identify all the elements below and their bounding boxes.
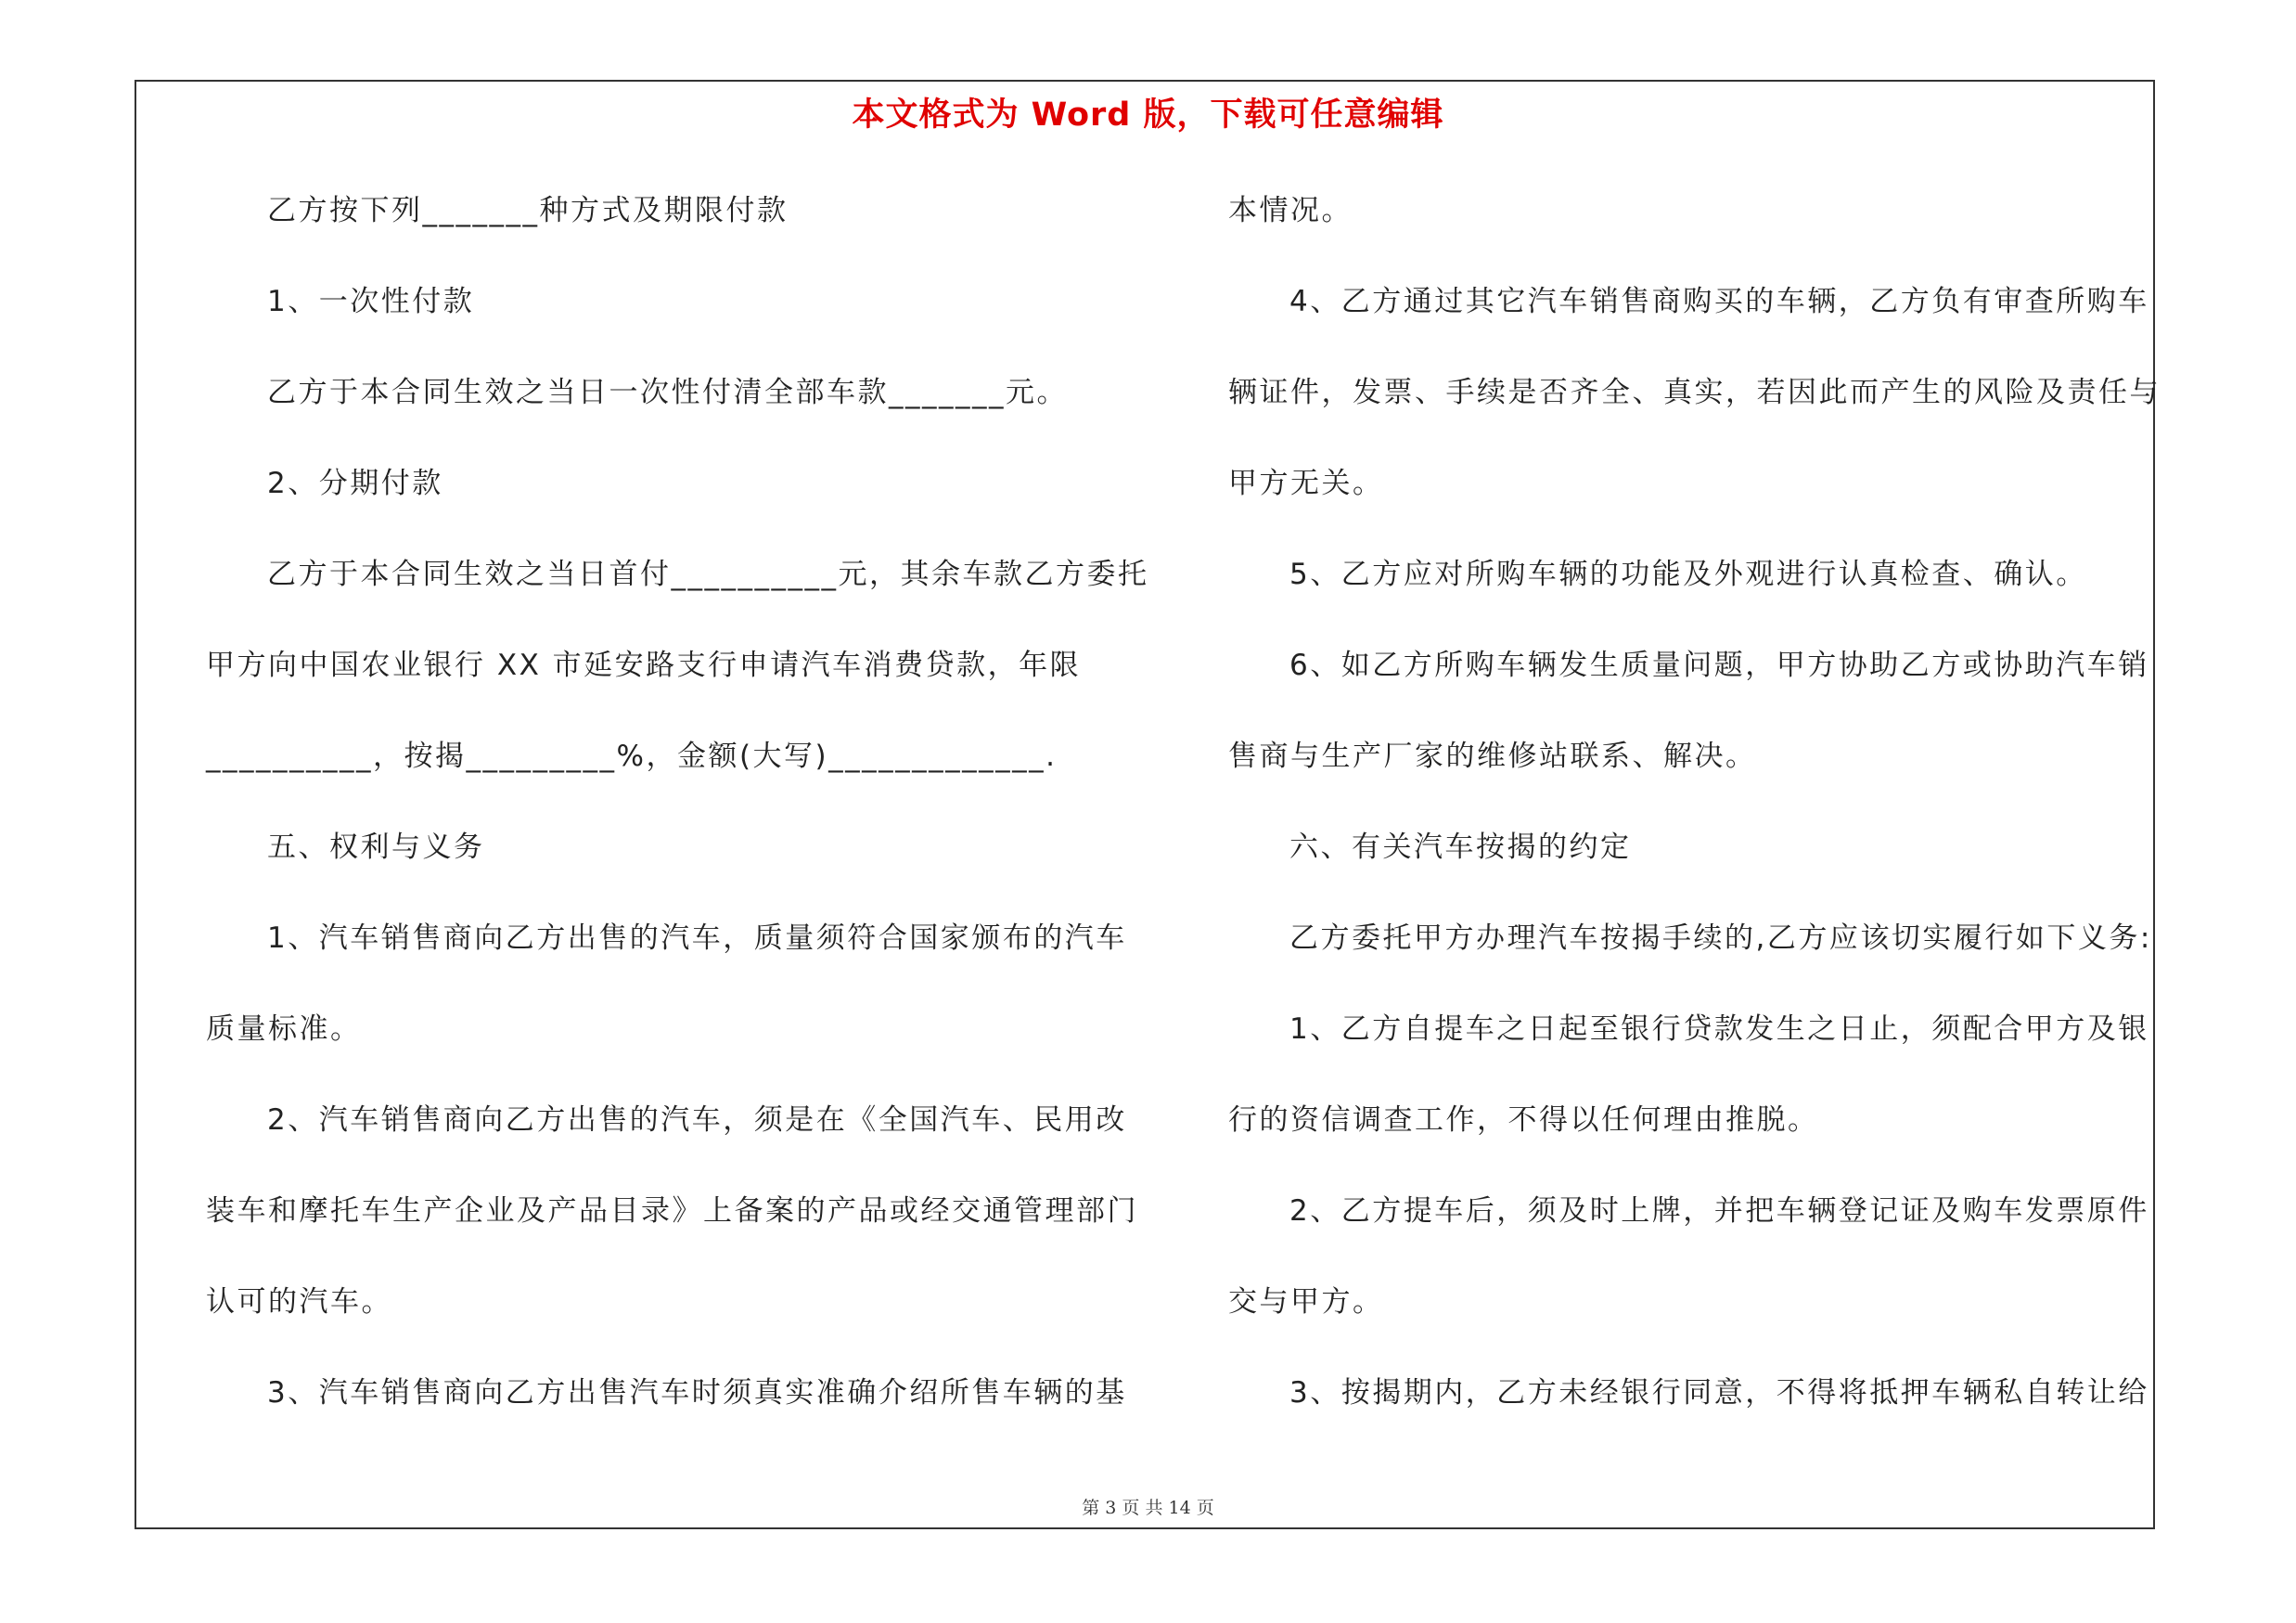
paragraph-line: 甲方无关。	[1228, 467, 1384, 500]
paragraph-line: 辆证件，发票、手续是否齐全、真实，若因此而产生的风险及责任与	[1228, 376, 2161, 409]
paragraph-line: __________，按揭_________%，金额(大写)_____________.	[206, 740, 1058, 773]
paragraph-line: 3、汽车销售商向乙方出售汽车时须真实准确介绍所售车辆的基	[267, 1376, 1127, 1410]
paragraph-line: 六、有关汽车按揭的约定	[1289, 831, 1632, 864]
paragraph-line: 行的资信调查工作，不得以任何理由推脱。	[1228, 1103, 1819, 1137]
paragraph-line: 2、乙方提车后，须及时上牌，并把车辆登记证及购车发票原件	[1289, 1194, 2149, 1228]
paragraph-line: 乙方于本合同生效之当日一次性付清全部车款_______元。	[267, 376, 1068, 409]
paragraph-line: 3、按揭期内，乙方未经银行同意，不得将抵押车辆私自转让给	[1289, 1376, 2149, 1410]
paragraph-line: 1、乙方自提车之日起至银行贷款发生之日止，须配合甲方及银	[1289, 1012, 2149, 1046]
paragraph-line: 1、汽车销售商向乙方出售的汽车，质量须符合国家颁布的汽车	[267, 921, 1127, 955]
paragraph-line: 甲方向中国农业银行 XX 市延安路支行申请汽车消费贷款，年限	[206, 649, 1082, 682]
left-text-column	[206, 182, 1152, 1455]
paragraph-line: 质量标准。	[206, 1012, 362, 1046]
paragraph-line: 交与甲方。	[1228, 1285, 1384, 1319]
paragraph-line: 1、一次性付款	[267, 285, 475, 318]
paragraph-line: 本情况。	[1228, 194, 1353, 227]
paragraph-line: 售商与生产厂家的维修站联系、解决。	[1228, 740, 1757, 773]
paragraph-line: 乙方委托甲方办理汽车按揭手续的,乙方应该切实履行如下义务:	[1289, 921, 2152, 955]
paragraph-line: 6、如乙方所购车辆发生质量问题，甲方协助乙方或协助汽车销	[1289, 649, 2149, 682]
paragraph-line: 认可的汽车。	[206, 1285, 392, 1319]
paragraph-line: 5、乙方应对所购车辆的功能及外观进行认真检查、确认。	[1289, 558, 2087, 591]
paragraph-line: 装车和摩托车生产企业及产品目录》上备案的产品或经交通管理部门	[206, 1194, 1138, 1228]
paragraph-line: 4、乙方通过其它汽车销售商购买的车辆，乙方负有审查所购车	[1289, 285, 2149, 318]
paragraph-line: 乙方于本合同生效之当日首付__________元，其余车款乙方委托	[267, 558, 1149, 591]
paragraph-line: 乙方按下列_______种方式及期限付款	[267, 194, 789, 227]
right-text-column	[1228, 182, 2161, 1455]
paragraph-line: 五、权利与义务	[267, 831, 485, 864]
format-notice-banner: 本文格式为 Word 版，下载可任意编辑	[852, 97, 1444, 134]
paragraph-line: 2、汽车销售商向乙方出售的汽车，须是在《全国汽车、民用改	[267, 1103, 1127, 1137]
page-number-footer: 第 3 页 共 14 页	[1082, 1498, 1214, 1518]
paragraph-line: 2、分期付款	[267, 467, 443, 500]
